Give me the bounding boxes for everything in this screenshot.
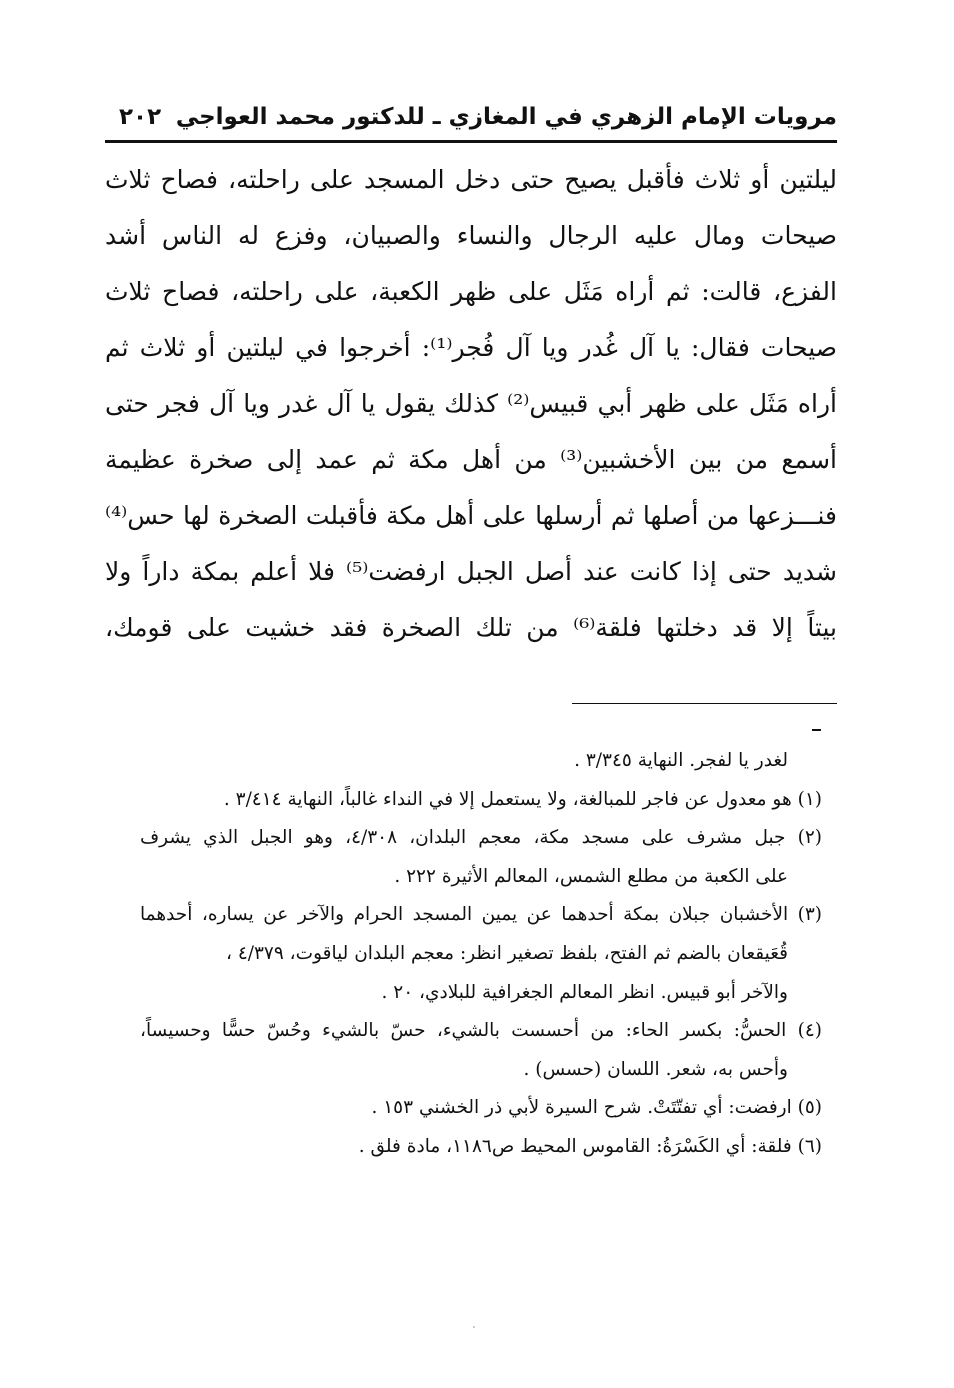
- main-text: [105, 152, 837, 656]
- footnote-5: (٥) ارفضت: أي تفتّتَتْ. شرح السيرة لأبي ذر الخشني ١٥٣ .: [371, 1097, 822, 1119]
- footnote-2-cont: على الكعبة من مطلع الشمس، المعالم الأثيرة ٢٢٢ .: [394, 865, 788, 887]
- footnote-separator: [572, 703, 837, 704]
- page-header: [105, 98, 837, 143]
- footnote-3: (٣) الأخشبان جبلان بمكة أحدهما عن يمين المسجد الحرام والآخر عن يساره، أحدهما: [140, 904, 822, 926]
- page-number: ٢٠٢: [119, 104, 162, 130]
- text-line: بيتاً إلا قد دخلتها فلقة⁽⁶⁾ من تلك الصخرة فقد خشيت على قومك،: [105, 613, 837, 642]
- text-line: صيحات ومال عليه الرجال والنساء والصبيان، وفزع له الناس أشد: [105, 221, 837, 250]
- footnote-2: (٢) جبل مشرف على مسجد مكة، معجم البلدان، ٤/٣٠٨، وهو الجبل الذي يشرف: [140, 827, 822, 849]
- footnote-4: (٤) الحسُّ: بكسر الحاء: من أحسست بالشيء، حسّ بالشيء وحُسّ حسًّا وحسيساً،: [140, 1020, 822, 1042]
- text-line: أسمع من بين الأخشبين⁽³⁾ من أهل مكة ثم عمد إلى صخرة عظيمة: [105, 445, 838, 474]
- footnotes: [140, 742, 822, 1167]
- scan-speck: [473, 1326, 475, 1328]
- footnote-continuation: لغدر يا لفجر. النهاية ٣/٣٤٥ .: [574, 750, 788, 771]
- footnote-4-cont: وأحس به، شعر. اللسان (حسس) .: [523, 1058, 788, 1080]
- footnote-6: (٦) فلقة: أي الكَسْرَةُ: القاموس المحيط ص١١٨٦، مادة فلق .: [358, 1135, 822, 1157]
- text-line: فنـــزعها من أصلها ثم أرسلها على أهل مكة فأقبلت الصخرة لها حس⁽⁴⁾: [105, 501, 837, 530]
- footnote-1: (١) هو معدول عن فاجر للمبالغة، ولا يستعمل إلا في النداء غالباً، النهاية ٣/٤١٤ .: [223, 788, 822, 810]
- footnote-3-cont: قُعَيقعان بالضم ثم الفتح، بلفظ تصغير انظر: معجم البلدان لياقوت، ٤/٣٧٩ ،: [225, 942, 788, 964]
- text-line: صيحات فقال: يا آل غُدر ويا آل فُجر⁽¹⁾: أخرجوا في ليلتين أو ثلاث ثم: [105, 333, 837, 362]
- text-line: شديد حتى إذا كانت عند أصل الجبل ارفضت⁽⁵⁾ فلا أعلم بمكة داراً ولا: [105, 557, 837, 586]
- separator-mark: [812, 729, 821, 731]
- text-line: الفزع، قالت: ثم أراه مَثَل على ظهر الكعبة، على راحلته، فصاح ثلاث: [105, 277, 837, 306]
- text-line: ليلتين أو ثلاث فأقبل يصيح حتى دخل المسجد على راحلته، فصاح ثلاث: [105, 165, 837, 194]
- running-title: مرويات الإمام الزهري في المغازي ـ للدكتور محمد العواجي: [175, 104, 837, 130]
- footnote-3-cont: والآخر أبو قبيس. انظر المعالم الجغرافية للبلادي، ٢٠ .: [381, 981, 788, 1003]
- text-line: أراه مَثَل على ظهر أبي قبيس⁽²⁾ كذلك يقول يا آل غدر ويا آل فجر حتى: [105, 389, 837, 418]
